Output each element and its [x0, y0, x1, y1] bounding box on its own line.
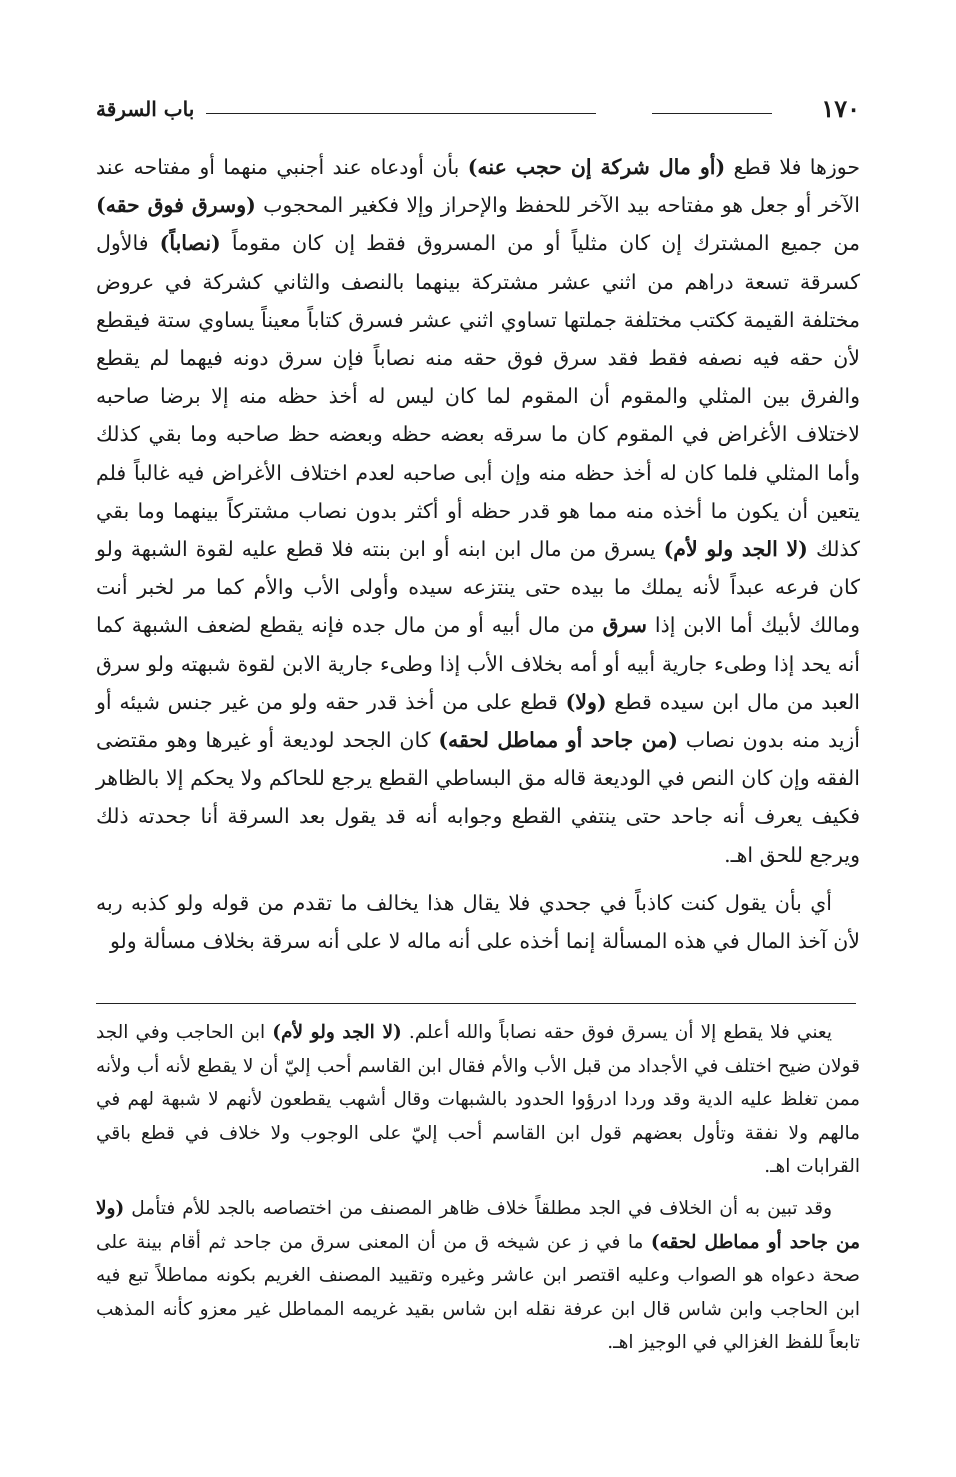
header-rule-right [652, 113, 772, 114]
main-text [96, 148, 860, 960]
bold-phrase: (أو مال شركة إن حجب عنه) [467, 155, 726, 179]
body-paragraph-2: أي بأن يقول كنت كاذباً في جحدي فلا يقال هذا يخالف ما تقدم من قوله ولو كذبه ربه لأن آخذ المال في هذه المسألة إنما أخذه على أنه ماله لا على أنه سرقة بخلاف مسألة ولو [96, 890, 860, 954]
bold-phrase: (من جاحد أو مماطل لحقه) [438, 728, 678, 753]
bold-phrase: (ولا من جاحد أو مماطل لحقه) [96, 1197, 860, 1253]
body-paragraph-1: حوزها فلا قطع (أو مال شركة إن حجب عنه) بأن أودعاه عند أجنبي منهما أو مفتاحه عند الآخر أو جعل هو مفتاحه بيد الآخر للحفظ والإحراز وإلا فكغير المحجوب (وسرق فوق حقه) من جميع المشترك إن كان مثلياً أو من المسروق فقط إن كان مقوماً (نصاباً) فالأول كسرقة تسعة دراهم من اثني عشر مشتركة بينهما بالنصف والثاني كشركة في عروض مختلفة القيمة ككتب مختلفة جملتها تساوي اثني عشر فسرق كتاباً معيناً يساوي ستة فيقطع لأن حقه فيه نصفه فقط فقد سرق فوق حقه منه نصاباً فإن سرق دونه فيهما لم يقطع والفرق بين المثلي والمقوم أن المقوم لما كان ليس له أخذ حظه منه إلا برضا صاحبه لاختلاف الأغراض في المقوم كان ما سرقه بعضه حظه وبعضه حظ صاحبه وما بقي كذلك وأما المثلي فلما كان له أخذ حظه منه وإن أبى صاحبه لعدم اختلاف الأغراض فيه غالباً فلم يتعين أن يكون ما أخذه منه مما هو قدر حظه أو أكثر بدون نصاب مشتركاً بينهما وما بقي كذلك (لا الجد ولو لأم) يسرق من مال ابن ابنه أو ابن بنته فلا قطع عليه لقوة الشبهة ولو كان فرعه عبداً لأنه يملك ما بيده حتى ينتزعه سيده وأولى الأب والأم كما مر لخبر أنت ومالك لأبيك أما الابن إذا سرق من مال أبيه أو من مال جده فإنه يقطع لضعف الشبهة كما أنه يحد إذا وطىء جارية أبيه أو أمه بخلاف الأب إذا وطىء جارية الابن لقوة شبهته ولو سرق العبد من مال ابن سيده قطع (ولا) قطع على من أخذ قدر حقه ولو من غير جنس شيئه أو أزيد منه بدون نصاب (من جاحد أو مماطل لحقه) كان الجحد لوديعة أو غيرها وهو مقتضى الفقه وإن كان النص في الوديعة قاله مق البساطي القطع يرجع للحاكم ولا يحكم إلا بالظاهر فكيف يعرف أنه جاحد حتى ينتفي القطع وجوابه أنه قد يقول بعد السرقة أنا جحدته ذلك ويرجع للحق اهـ. [96, 155, 861, 867]
bold-phrase: (لا الجد ولو لأم) [272, 1022, 402, 1043]
running-title: باب السرقة [96, 97, 195, 121]
header-rule-left [206, 113, 596, 114]
bold-phrase: (ولا) [565, 689, 607, 714]
footnote-1: يعني فلا يقطع إلا أن يسرق فوق حقه نصاباً والله أعلم. (لا الجد ولو لأم) ابن الحاجب وفي الجد قولان ضيح اختلف في الأجداد من قبل الأب والأم فقال ابن القاسم أحب إليّ أن لا يقطع لأنه أب ولأنه ممن تغلظ عليه الدية وقد وردا ادرؤوا الحدود بالشبهات وقال أشهب يقطعون لأنهم لا شبهة لهم في مالهم ولا نفقة وتأول بعضهم قول ابن القاسم أحب إليّ على الوجوب ولا خلاف في قطع باقي القرابات اهـ. [96, 1022, 860, 1178]
footnote-separator [96, 1003, 856, 1004]
bold-phrase: (وسرق فوق حقه) [96, 193, 256, 218]
footnote-2: وقد تبين به أن الخلاف في الجد مطلقاً خلاف ظاهر المصنف من اختصاصه بالجد للأم فتأمل (ولا من جاحد أو مماطل لحقه) ما في ز عن شيخه ق من أن المعنى سرق من جاحد ثم أقام بينة على صحة دعواه هو الصواب وعليه اقتصر ابن عاشر وغيره وتقييد المصنف الغريم بكونه مماطلاً تبع فيه ابن الحاجب وابن شاس قال ابن عرفة نقله ابن شاس بقيد غريمه المماطل غير معزو كأنه المذهب تابعاً للفظ الغزالي في الوجيز اهـ. [96, 1197, 860, 1354]
page-number: ١٧٠ [821, 94, 860, 123]
bold-phrase: (نصاباً) [159, 231, 221, 256]
footnotes [96, 1016, 860, 1360]
bold-phrase: سرق [602, 613, 647, 638]
page-header [96, 94, 860, 128]
bold-phrase: (لا الجد ولو لأم) [663, 537, 808, 562]
